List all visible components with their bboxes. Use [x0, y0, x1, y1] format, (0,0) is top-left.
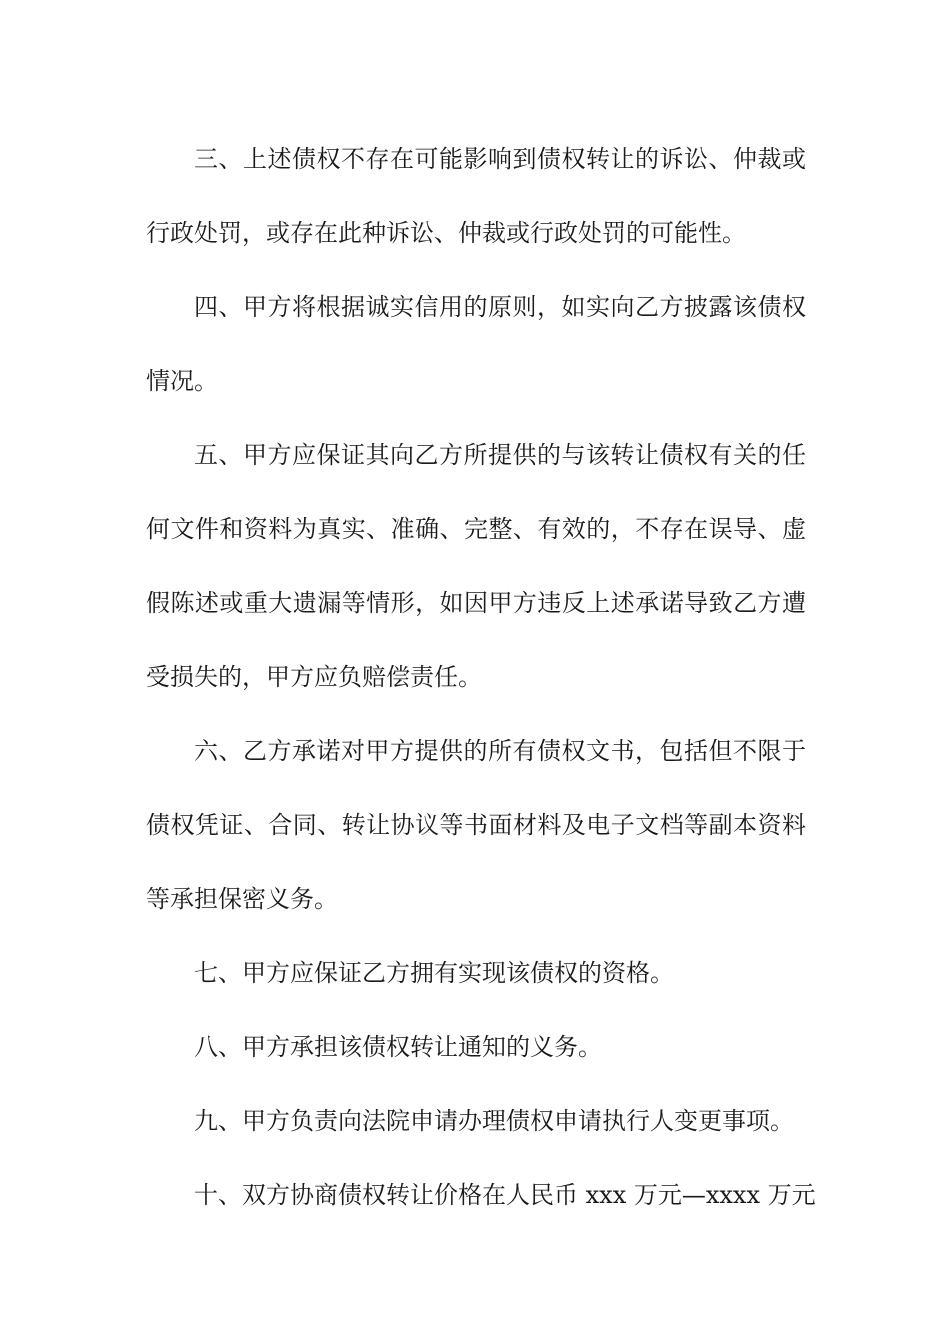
text-line: 情况。	[146, 367, 218, 395]
text-line: 八、甲方承担该债权转让通知的义务。	[194, 1033, 602, 1061]
text-line: 三、上述债权不存在可能影响到债权转让的诉讼、仲裁或	[194, 145, 806, 173]
text-line: 等承担保密义务。	[146, 885, 338, 913]
text-line: 四、甲方将根据诚实信用的原则，如实向乙方披露该债权	[194, 293, 806, 321]
paragraph-clause-5	[146, 418, 806, 714]
text-line: 受损失的，甲方应负赔偿责任。	[146, 663, 482, 691]
text-line: 何文件和资料为真实、准确、完整、有效的，不存在误导、虚	[146, 515, 806, 543]
text-line: 债权凭证、合同、转让协议等书面材料及电子文档等副本资料	[146, 811, 806, 839]
text-line: 五、甲方应保证其向乙方所提供的与该转让债权有关的任	[194, 441, 806, 469]
text-line: 十、双方协商债权转让价格在人民币 xxx 万元—xxxx 万元	[194, 1181, 816, 1209]
text-line: 假陈述或重大遗漏等情形，如因甲方违反上述承诺导致乙方遭	[146, 589, 806, 617]
text-line: 九、甲方负责向法院申请办理债权申请执行人变更事项。	[194, 1107, 794, 1135]
text-line: 七、甲方应保证乙方拥有实现该债权的资格。	[194, 959, 674, 987]
text-line: 行政处罚，或存在此种诉讼、仲裁或行政处罚的可能性。	[146, 219, 746, 247]
paragraph-clause-10	[146, 1158, 816, 1232]
paragraph-clause-7	[146, 936, 806, 1010]
text-line: 六、乙方承诺对甲方提供的所有债权文书，包括但不限于	[194, 737, 806, 765]
paragraph-clause-9	[146, 1084, 806, 1158]
document-body	[146, 122, 816, 1232]
paragraph-clause-6	[146, 714, 806, 936]
paragraph-clause-4	[146, 270, 806, 418]
paragraph-clause-8	[146, 1010, 806, 1084]
paragraph-clause-3	[146, 122, 806, 270]
